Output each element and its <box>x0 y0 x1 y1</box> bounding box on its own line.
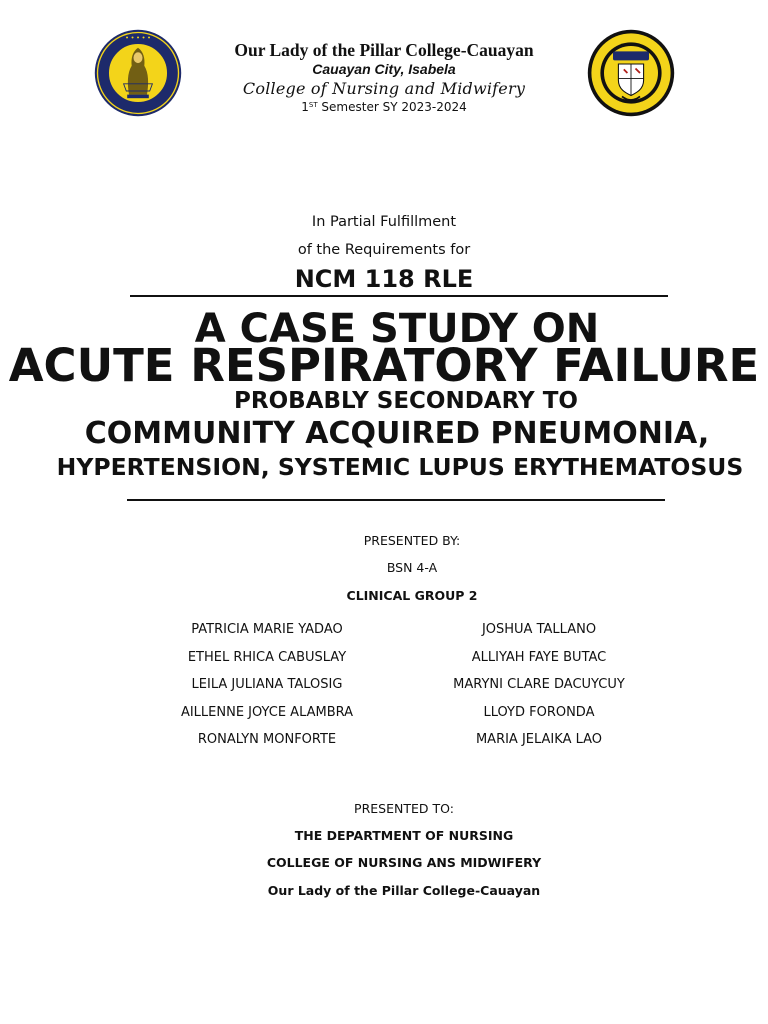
school-seal-logo <box>93 28 183 118</box>
semester-text: Semester SY 2023-2024 <box>317 100 467 114</box>
member-name: MARYNI CLARE DACUYCUY <box>453 677 625 692</box>
school-name: Our Lady of the Pillar College-Cauayan <box>234 40 534 60</box>
presented-to-label: PRESENTED TO: <box>354 801 454 816</box>
member-name: LLOYD FORONDA <box>483 704 595 720</box>
members-left-column <box>137 621 397 759</box>
semester <box>190 99 578 115</box>
title-line-4: COMMUNITY ACQUIRED PNEUMONIA, <box>84 416 710 451</box>
letterhead <box>190 40 578 115</box>
title-line-2: ACUTE RESPIRATORY FAILURE <box>8 339 760 392</box>
nursing-college-seal-logo <box>586 28 676 118</box>
members-right-column <box>409 621 669 759</box>
section-label: BSN 4-A <box>386 560 438 575</box>
school-line: Our Lady of the Pillar College-Cauayan <box>267 883 541 898</box>
title-line-1: A CASE STUDY ON <box>194 306 600 352</box>
member-name: MARIA JELAIKA LAO <box>475 732 603 747</box>
college-name: College of Nursing and Midwifery <box>242 79 526 98</box>
title-line-3: PROBABLY SECONDARY TO <box>234 388 578 414</box>
divider-bottom <box>127 499 665 501</box>
member-name: PATRICIA MARIE YADAO <box>191 622 343 637</box>
member-name: AILLENNE JOYCE ALAMBRA <box>180 704 354 720</box>
school-city: Cauayan City, Isabela <box>312 61 456 77</box>
department-name: THE DEPARTMENT OF NURSING <box>294 828 514 843</box>
fulfillment-line-1: In Partial Fulfillment <box>311 214 457 230</box>
clinical-group-label: CLINICAL GROUP 2 <box>346 588 478 603</box>
college-line: COLLEGE OF NURSING ANS MIDWIFERY <box>266 855 542 870</box>
member-name: LEILA JULIANA TALOSIG <box>191 677 343 692</box>
nursing-seal-icon <box>586 28 676 118</box>
fulfillment-line-2: of the Requirements for <box>297 242 471 258</box>
divider-top <box>130 295 668 297</box>
title-line-5: HYPERTENSION, SYSTEMIC LUPUS ERYTHEMATOSUS <box>56 453 744 481</box>
member-name: RONALYN MONFORTE <box>197 732 337 747</box>
svg-text:• • • • •: • • • • • <box>125 35 151 42</box>
semester-number: 1 <box>301 100 309 114</box>
school-seal-icon <box>93 28 183 118</box>
member-name: JOSHUA TALLANO <box>481 622 597 637</box>
semester-superscript: ST <box>308 101 318 109</box>
presented-by-label: PRESENTED BY: <box>363 533 461 548</box>
member-name: ALLIYAH FAYE BUTAC <box>471 649 607 665</box>
course-code: NCM 118 RLE <box>294 265 474 293</box>
member-name: ETHEL RHICA CABUSLAY <box>187 649 347 665</box>
